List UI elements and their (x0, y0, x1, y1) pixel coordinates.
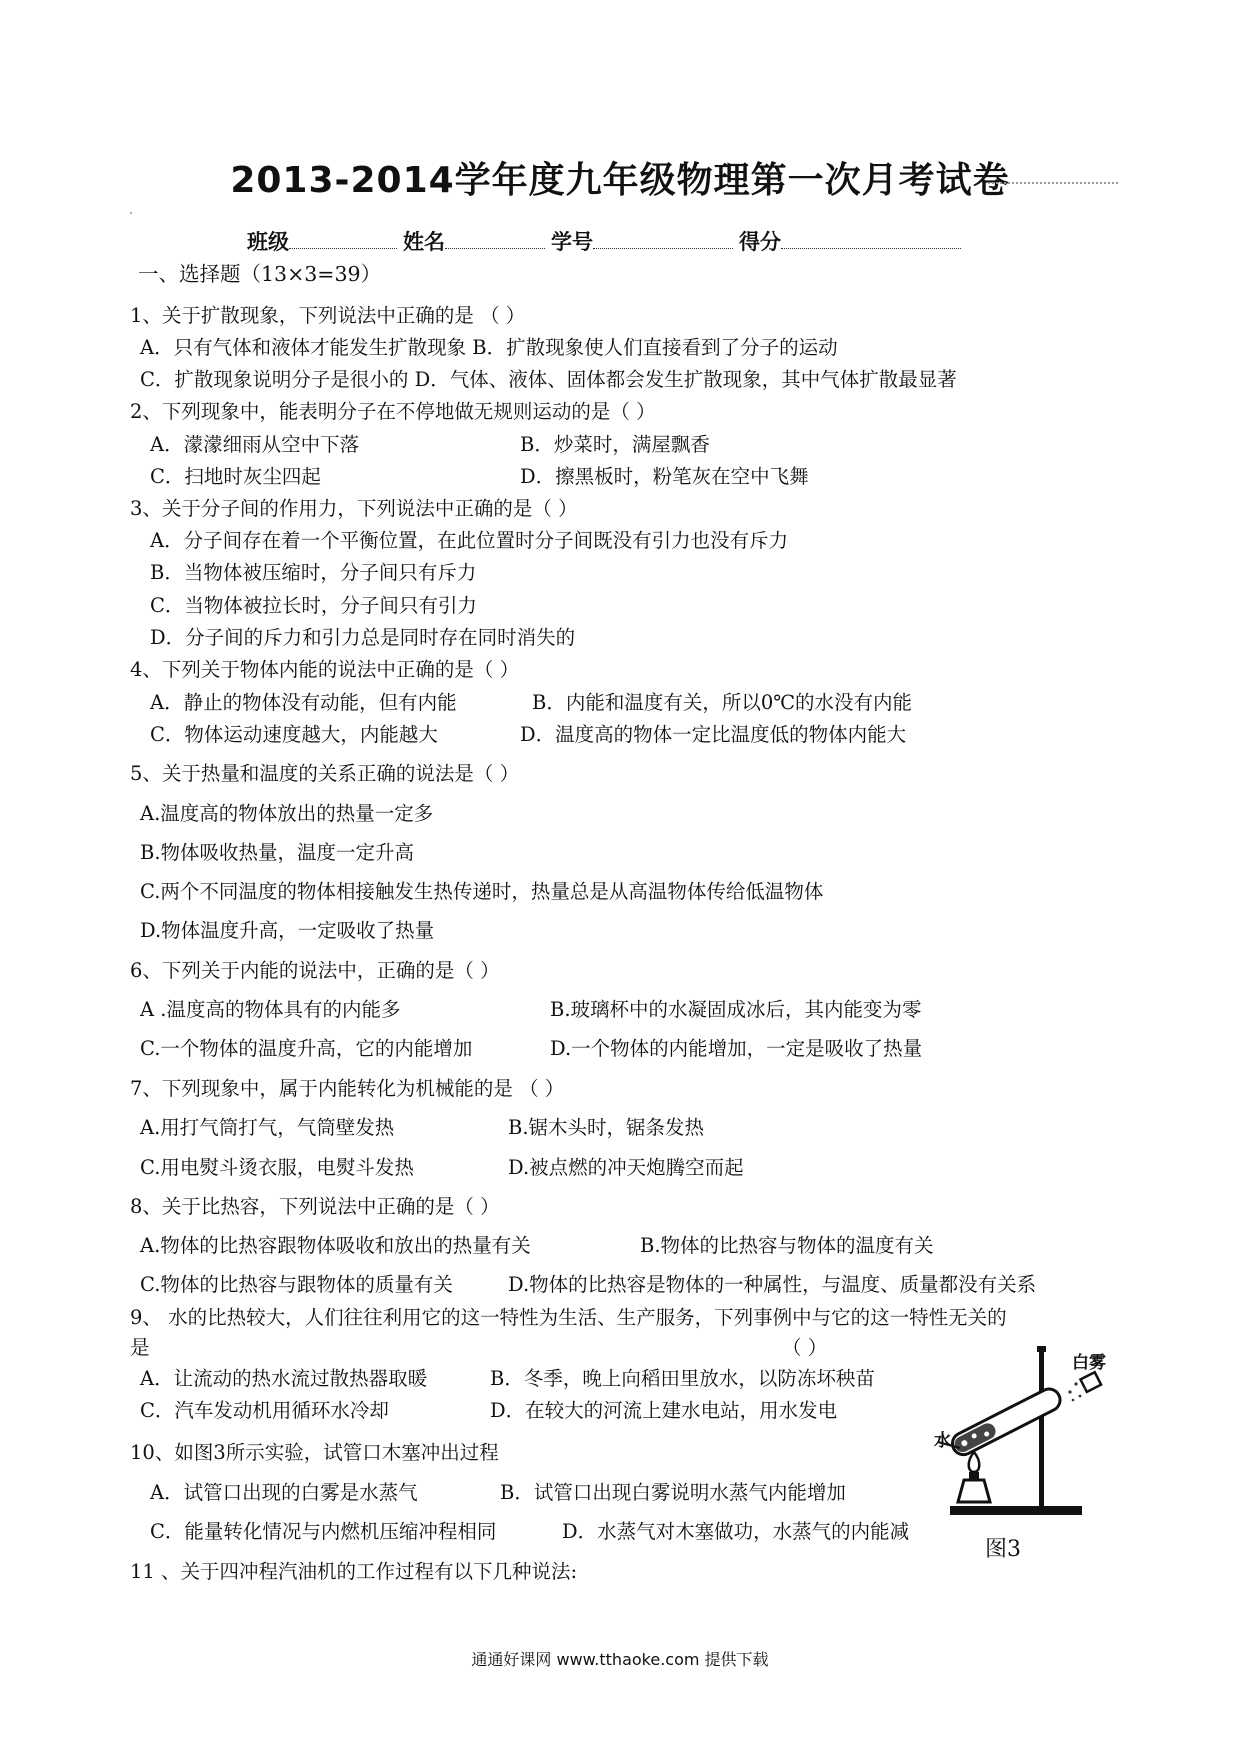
question-4-option-b: B．内能和温度有关，所以0℃的水没有内能 (532, 691, 913, 714)
question-3-option-d: D．分子间的斥力和引力总是同时存在同时消失的 (150, 626, 576, 649)
student-info-line (247, 226, 967, 256)
student-id-blank[interactable] (593, 230, 733, 249)
question-5-stem: 5、关于热量和温度的关系正确的说法是（ ） (130, 762, 520, 785)
question-9-answer-paren: （ ） (782, 1336, 828, 1359)
name-label: 姓名 (403, 230, 445, 254)
question-4-option-a: A．静止的物体没有动能，但有内能 (150, 691, 457, 714)
question-7-option-b: B.锯木头时，锯条发热 (508, 1116, 705, 1139)
question-5-option-a: A.温度高的物体放出的热量一定多 (140, 802, 434, 825)
question-8-option-b: B.物体的比热容与物体的温度有关 (640, 1234, 934, 1257)
question-6-option-c: C.一个物体的温度升高，它的内能增加 (140, 1037, 473, 1060)
question-3-option-b: B．当物体被压缩时，分子间只有斥力 (150, 561, 477, 584)
question-10-option-c: C．能量转化情况与内燃机压缩冲程相同 (150, 1520, 497, 1543)
question-10-option-d: D．水蒸气对木塞做功，水蒸气的内能减 (562, 1520, 910, 1543)
question-7-option-a: A.用打气筒打气，气筒壁发热 (140, 1116, 395, 1139)
question-10-option-a: A．试管口出现的白雾是水蒸气 (150, 1481, 418, 1504)
score-label: 得分 (739, 230, 781, 254)
question-9-option-c: C．汽车发动机用循环水冷却 (140, 1399, 389, 1422)
question-9-stem-cont: 是 (130, 1336, 150, 1359)
page-footer: 通通好课网 www.tthaoke.com 提供下载 (471, 1650, 769, 1669)
question-4-option-c: C．物体运动速度越大，内能越大 (150, 723, 438, 746)
question-1-stem: 1、关于扩散现象，下列说法中正确的是 （ ） (130, 304, 526, 327)
question-2-option-c: C．扫地时灰尘四起 (150, 465, 321, 488)
question-8-option-c: C.物体的比热容与跟物体的质量有关 (140, 1273, 453, 1296)
section-heading: 一、选择题（13×3=39） (138, 262, 382, 286)
question-2-stem: 2、下列现象中，能表明分子在不停地做无规则运动的是（ ） (130, 400, 656, 423)
question-7-option-d: D.被点燃的冲天炮腾空而起 (508, 1156, 744, 1179)
question-1-options-cd: C．扩散现象说明分子是很小的 D．气体、液体、固体都会发生扩散现象，其中气体扩散最显著 (140, 368, 957, 391)
question-8-option-d: D.物体的比热容是物体的一种属性，与温度、质量都没有关系 (508, 1273, 1037, 1296)
name-blank[interactable] (445, 230, 545, 249)
question-11-stem: 11 、关于四冲程汽油机的工作过程有以下几种说法: (130, 1560, 578, 1583)
question-2-option-d: D．擦黑板时，粉笔灰在空中飞舞 (520, 465, 809, 488)
question-3-option-c: C．当物体被拉长时，分子间只有引力 (150, 594, 477, 617)
question-9-option-d: D．在较大的河流上建水电站，用水发电 (490, 1399, 838, 1422)
question-5-option-c: C.两个不同温度的物体相接触发生热传递时，热量总是从高温物体传给低温物体 (140, 880, 824, 903)
question-8-stem: 8、关于比热容，下列说法中正确的是（ ） (130, 1195, 500, 1218)
figure-3-caption: 图3 (985, 1537, 1021, 1562)
class-label: 班级 (247, 230, 289, 254)
question-6-option-b: B.玻璃杯中的水凝固成冰后，其内能变为零 (550, 998, 922, 1021)
question-10-stem: 10、如图3所示实验，试管口木塞冲出过程 (130, 1441, 499, 1464)
exam-title: 2013-2014学年度九年级物理第一次月考试卷 (230, 160, 1010, 201)
student-id-label: 学号 (551, 230, 593, 254)
question-7-option-c: C.用电熨斗烫衣服，电熨斗发热 (140, 1156, 414, 1179)
question-4-stem: 4、下列关于物体内能的说法中正确的是（ ） (130, 658, 520, 681)
question-6-option-d: D.一个物体的内能增加，一定是吸收了热量 (550, 1037, 923, 1060)
question-9-option-a: A．让流动的热水流过散热器取暖 (140, 1367, 428, 1390)
question-3-option-a: A．分子间存在着一个平衡位置，在此位置时分子间既没有引力也没有斥力 (150, 529, 789, 552)
scan-speck (130, 212, 132, 214)
question-10-option-b: B．试管口出现白雾说明水蒸气内能增加 (500, 1481, 846, 1504)
question-5-option-d: D.物体温度升高，一定吸收了热量 (140, 919, 435, 942)
question-3-stem: 3、关于分子间的作用力，下列说法中正确的是（ ） (130, 497, 578, 520)
figure-3-label-water: 水 (934, 1431, 951, 1451)
question-2-option-b: B．炒菜时，满屋飘香 (520, 433, 710, 456)
title-dotted-line (988, 182, 1118, 184)
class-blank[interactable] (289, 230, 397, 249)
question-8-option-a: A.物体的比热容跟物体吸收和放出的热量有关 (140, 1234, 531, 1257)
question-1-options-ab: A．只有气体和液体才能发生扩散现象 B．扩散现象使人们直接看到了分子的运动 (140, 336, 838, 359)
question-6-option-a: A .温度高的物体具有的内能多 (140, 998, 401, 1021)
question-7-stem: 7、下列现象中，属于内能转化为机械能的是 （ ） (130, 1077, 565, 1100)
question-2-option-a: A．濛濛细雨从空中下落 (150, 433, 360, 456)
question-5-option-b: B.物体吸收热量，温度一定升高 (140, 841, 415, 864)
figure-3-label-mist: 白雾 (1072, 1353, 1106, 1373)
score-blank[interactable] (781, 230, 961, 249)
question-9-option-b: B．冬季，晚上向稻田里放水，以防冻坏秧苗 (490, 1367, 875, 1390)
question-9-stem: 9、 水的比热较大，人们往往利用它的这一特性为生活、生产服务，下列事例中与它的这一特性无关的 (130, 1306, 1007, 1329)
question-6-stem: 6、下列关于内能的说法中，正确的是（ ） (130, 959, 500, 982)
question-4-option-d: D．温度高的物体一定比温度低的物体内能大 (520, 723, 907, 746)
